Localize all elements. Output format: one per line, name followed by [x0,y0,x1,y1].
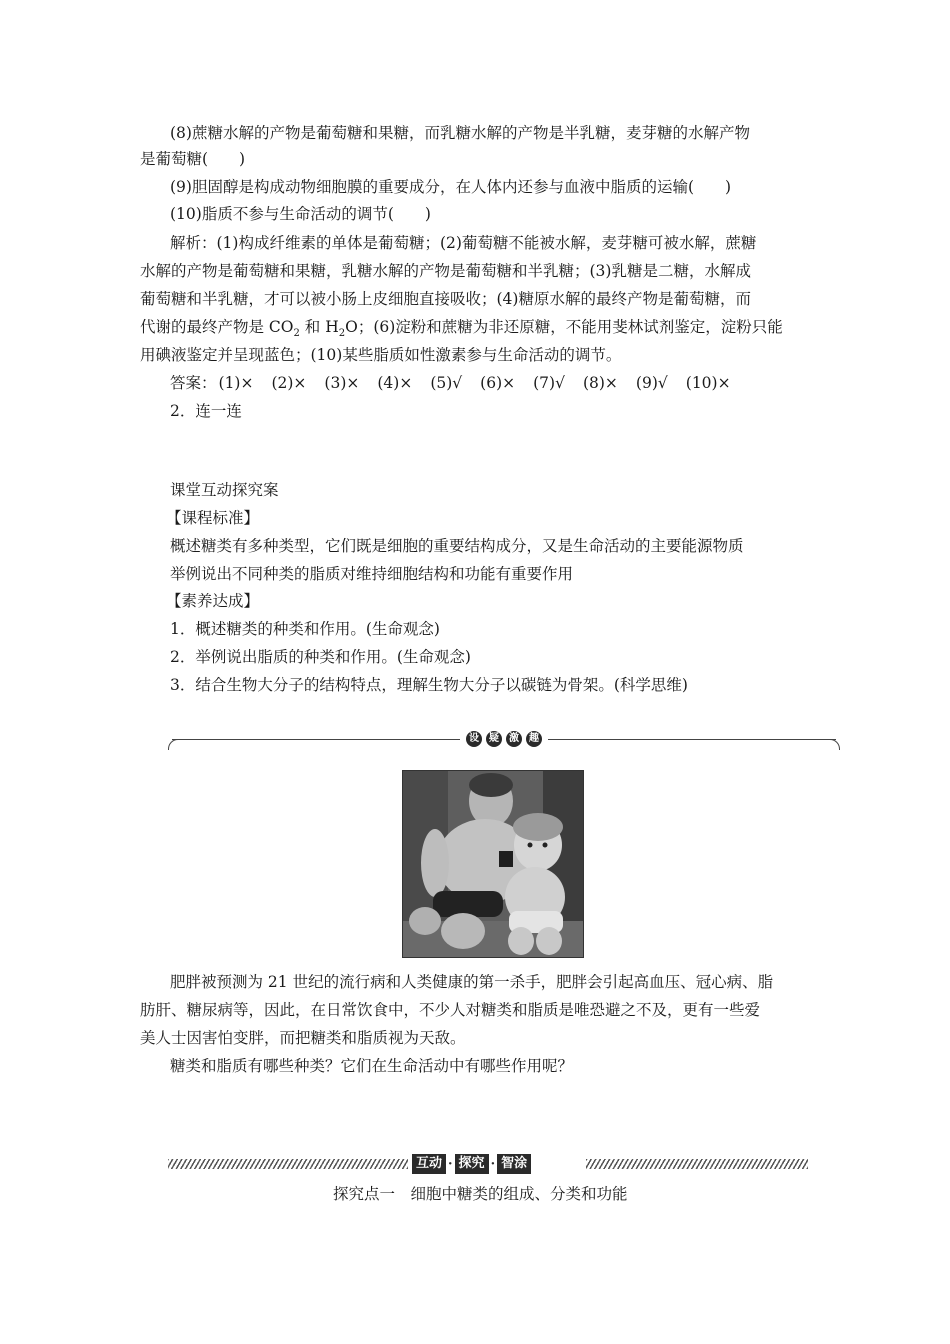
review-item-2: 2．连一连 [170,402,242,420]
literacy-3: 3．结合生物大分子的结构特点，理解生物大分子以碳链为骨架。(科学思维) [170,676,688,694]
review-item-9: (9)胆固醇是构成动物细胞膜的重要成分，在人体内还参与血液中脂质的运输( ) [170,178,732,196]
section-banner-suspense [168,728,840,752]
banner-tags: 互动 · 探究 · 智涂 [412,1152,531,1176]
literacy-1: 1．概述糖类的种类和作用。(生命观念) [170,620,440,638]
standard-1: 概述糖类有多种类型，它们既是细胞的重要结构成分，又是生命活动的主要能源物质 [170,537,744,555]
review-item-8: (8)蔗糖水解的产物是葡萄糖和果糖，而乳糖水解的产物是半乳糖，麦芽糖的水解产物 [170,124,750,142]
literacy-2: 2．举例说出脂质的种类和作用。(生命观念) [170,648,471,666]
classroom-title: 课堂互动探究案 [170,481,279,499]
literacy-heading: 【素养达成】 [166,592,260,610]
intro-p1-line-2: 肪肝、糖尿病等，因此，在日常饮食中，不少人对糖类和脂质是唯恐避之不及，更有一些爱 [140,1001,761,1019]
review-item-8-cont: 是葡萄糖( ) [140,150,246,168]
standard-heading: 【课程标准】 [166,509,260,527]
intro-p1-line-3: 美人士因害怕变胖，而把糖类和脂质视为天敌。 [140,1029,466,1047]
intro-p2: 糖类和脂质有哪些种类？它们在生命活动中有哪些作用呢？ [170,1057,574,1075]
analysis-line-5: 用碘液鉴定并呈现蓝色；(10)某些脂质如性激素参与生命活动的调节。 [140,346,622,364]
analysis-line-2: 水解的产物是葡萄糖和果糖，乳糖水解的产物是葡萄糖和半乳糖；(3)乳糖是二糖，水解成 [140,262,751,280]
analysis-line-4: 代谢的最终产物是 $CO_2$ 和 $H_2O$；(6)淀粉和蔗糖为非还原糖，不能用斐林试剂鉴定，淀粉只能 [140,318,783,340]
hatch-left [168,1159,408,1169]
analysis-line-3: 葡萄糖和半乳糖，才可以被小肠上皮细胞直接吸收；(4)糖原水解的最终产物是葡萄糖，而 [140,290,751,308]
section-banner-interactive [168,1152,808,1176]
review-item-10: (10)脂质不参与生命活动的调节( ) [170,205,431,223]
section-title: 探究点一 细胞中糖类的组成、分类和功能 [333,1185,628,1203]
intro-p1-line-1: 肥胖被预测为 21 世纪的流行病和人类健康的第一杀手，肥胖会引起高血压、冠心病、脂 [170,973,774,991]
hatch-right [586,1159,808,1169]
standard-2: 举例说出不同种类的脂质对维持细胞结构和功能有重要作用 [170,565,574,583]
obese-children-photo [402,770,584,958]
answer-line: 答案： (1)× (2)× (3)× (4)× (5)√ (6)× (7)√ (8)× (9)√ (10)× [170,374,731,392]
analysis-line-1: 解析：(1)构成纤维素的单体是葡萄糖；(2)葡萄糖不能被水解，麦芽糖可被水解，蔗糖 [170,234,757,252]
banner-label: 设 疑 激 趣 [460,728,548,750]
